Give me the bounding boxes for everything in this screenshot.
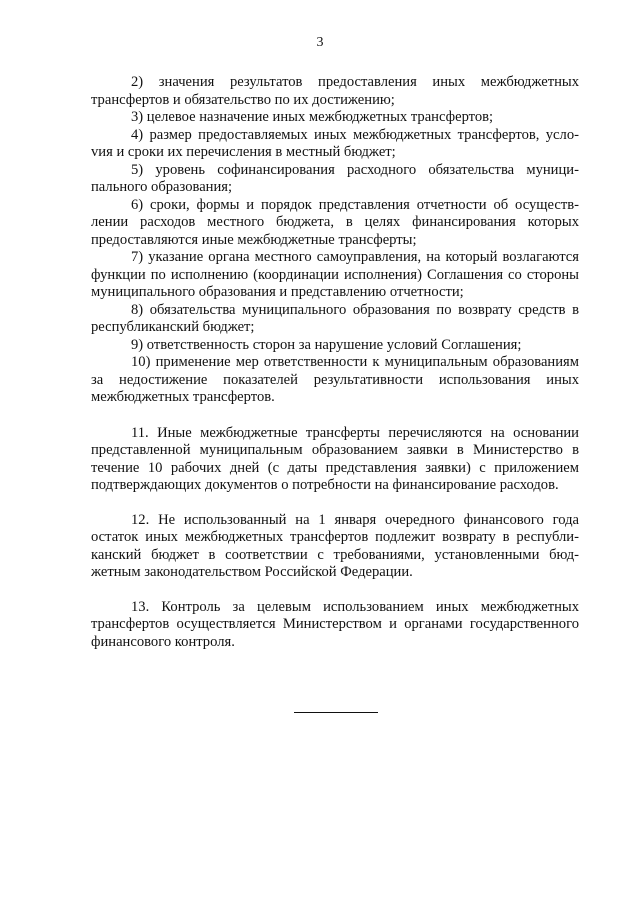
list-item-5: 5) уровень софинансирования расходного обязательства муниципального образования; [91, 161, 579, 195]
list-item-6: 6) сроки, формы и порядок представления отчетности об осуществлении расходов местного бюджета, в целях финансирования которых предоставляются иные межбюджетные трансферты; [91, 196, 579, 248]
list-item-10: 10) применение мер ответственности к муниципальным образованиям за недостижение показателей результативности использования иных межбюджетных трансфертов. [91, 354, 579, 405]
list-item-7: 7) указание органа местного самоуправления, на который возлагаются функции по исполнению (координации исполнения) Соглашения со стороны муниципального образования и представлению отчетности; [91, 249, 579, 300]
list-item-4: 4) размер предоставляемых иных межбюджетных трансфертов, услоvия и сроки их перечисления в местный бюджет; [91, 126, 579, 160]
list-item-9: 9) ответственность сторон за нарушение условий Соглашения; [131, 336, 522, 353]
section-12-paragraph: 12. Не использованный на 1 января очередного финансового года остаток иных межбюджетных трансфертов подлежит возврату в республиканский бюджет в соответствии с требованиями, установленными бюджетным законодательством Российской Федерации. [91, 511, 579, 580]
page-number: 3 [316, 35, 324, 50]
section-13-paragraph: 13. Контроль за целевым использованием иных межбюджетных трансфертов осуществляется Министерством и органами государственного финансового контроля. [91, 598, 579, 650]
document-body [91, 74, 579, 651]
list-item-3: 3) целевое назначение иных межбюджетных трансфертов; [131, 109, 494, 125]
list-item-2: 2) значения результатов предоставления иных межбюджетных трансфертов и обязательство по их достижению; [91, 74, 579, 108]
section-11-paragraph: 11. Иные межбюджетные трансферты перечисляются на основании представленной муниципальным образованием заявки в Министерство в течение 10 рабочих дней (с даты представления заявки) с приложением подтверждающих документов о потребности на финансирование расходов. [91, 424, 579, 493]
end-separator-line [294, 712, 378, 713]
list-item-8: 8) обязательства муниципального образования по возврату средств в республиканский бюджет; [91, 301, 579, 335]
